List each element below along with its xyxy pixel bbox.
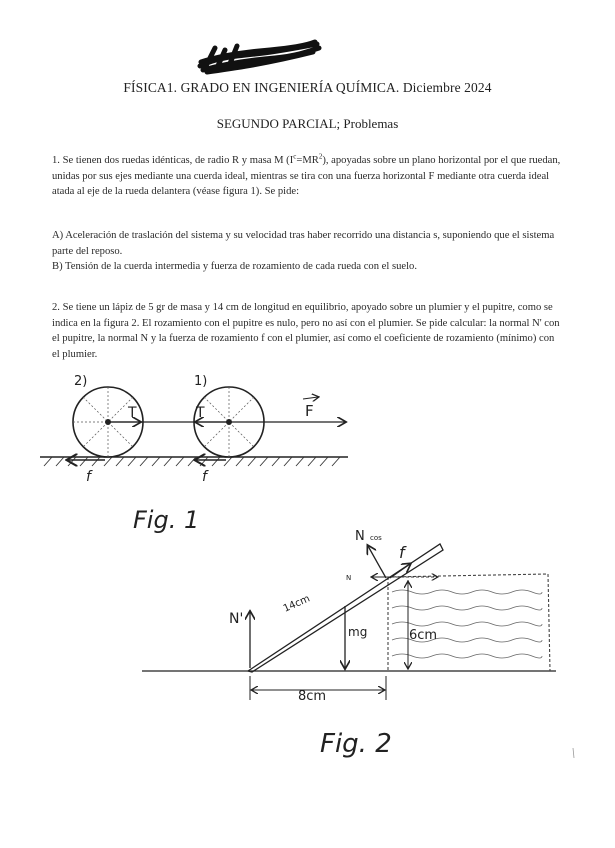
pencil-case-waves bbox=[392, 590, 542, 658]
wheel-1-label: 1) bbox=[194, 374, 208, 389]
figure-2-caption: Fig. 2 bbox=[320, 729, 392, 759]
friction-case-arrow bbox=[390, 564, 410, 578]
problem-1-statement: 1. Se tienen dos ruedas idénticas, de radio R y masa M $(I^c=MR^2)$, apoyadas sobre un plano horizontal por el que ruedan, unidas por sus ejes mediante una cuerda ideal, mientras se tira con una fuerza horizontal F mediante otra cuerda ideal atada al eje de la rueda delantera (véase figura 1). Se pide: bbox=[52, 152, 561, 197]
normal-small-label: N bbox=[346, 574, 352, 582]
figure-2 bbox=[142, 529, 556, 759]
angle-note: cos bbox=[370, 534, 382, 542]
base-label: 8cm bbox=[298, 689, 327, 704]
force-label: F bbox=[305, 402, 314, 420]
problem-1-part-b: B) Tensión de la cuerda intermedia y fuerza de rozamiento de cada rueda con el suelo. bbox=[52, 261, 417, 272]
problem-2-statement: 2. Se tiene un lápiz de 5 gr de masa y 14 cm de longitud en equilibrio, apoyado sobre un plumier y el pupitre, como se indica en la figura 2. El rozamiento con el pupitre es nulo, pero no así con el plumier. Se pide calcular: la normal N' con el pupitre, la normal N y la fuerza de rozamiento f con el plumier, así como el coeficiente de rozamiento (mínimo) con el plumier. bbox=[52, 302, 560, 360]
tension-label-rear: T bbox=[128, 405, 137, 421]
height-label: 6cm bbox=[409, 628, 438, 643]
exam-title: FÍSICA1. GRADO EN INGENIERÍA QUÍMICA. Diciembre 2024 bbox=[123, 80, 492, 95]
normal-floor-label: N' bbox=[229, 611, 244, 627]
length-label: 14cm bbox=[281, 593, 312, 615]
problem-1-part-a: A) Aceleración de traslación del sistema y su velocidad tras haber recorrido una distancia s, suponiendo que el sistema parte del reposo. bbox=[52, 230, 555, 257]
normal-case-arrow bbox=[368, 546, 386, 578]
figure-1 bbox=[40, 374, 348, 534]
vector-overline bbox=[303, 397, 318, 399]
scan-speck bbox=[573, 748, 574, 758]
friction-label-front: f bbox=[202, 469, 207, 485]
friction-label-rear: f bbox=[86, 469, 91, 485]
figure-1-caption: Fig. 1 bbox=[133, 506, 200, 534]
exam-subtitle: SEGUNDO PARCIAL; Problemas bbox=[216, 116, 399, 131]
weight-label: mg bbox=[348, 625, 368, 639]
tension-label-front: T bbox=[196, 405, 205, 421]
friction-case-label: f bbox=[399, 543, 405, 562]
fig1-ground-hatching bbox=[44, 457, 340, 466]
wheel-2-label: 2) bbox=[74, 374, 88, 389]
normal-case-label: N bbox=[355, 529, 365, 544]
